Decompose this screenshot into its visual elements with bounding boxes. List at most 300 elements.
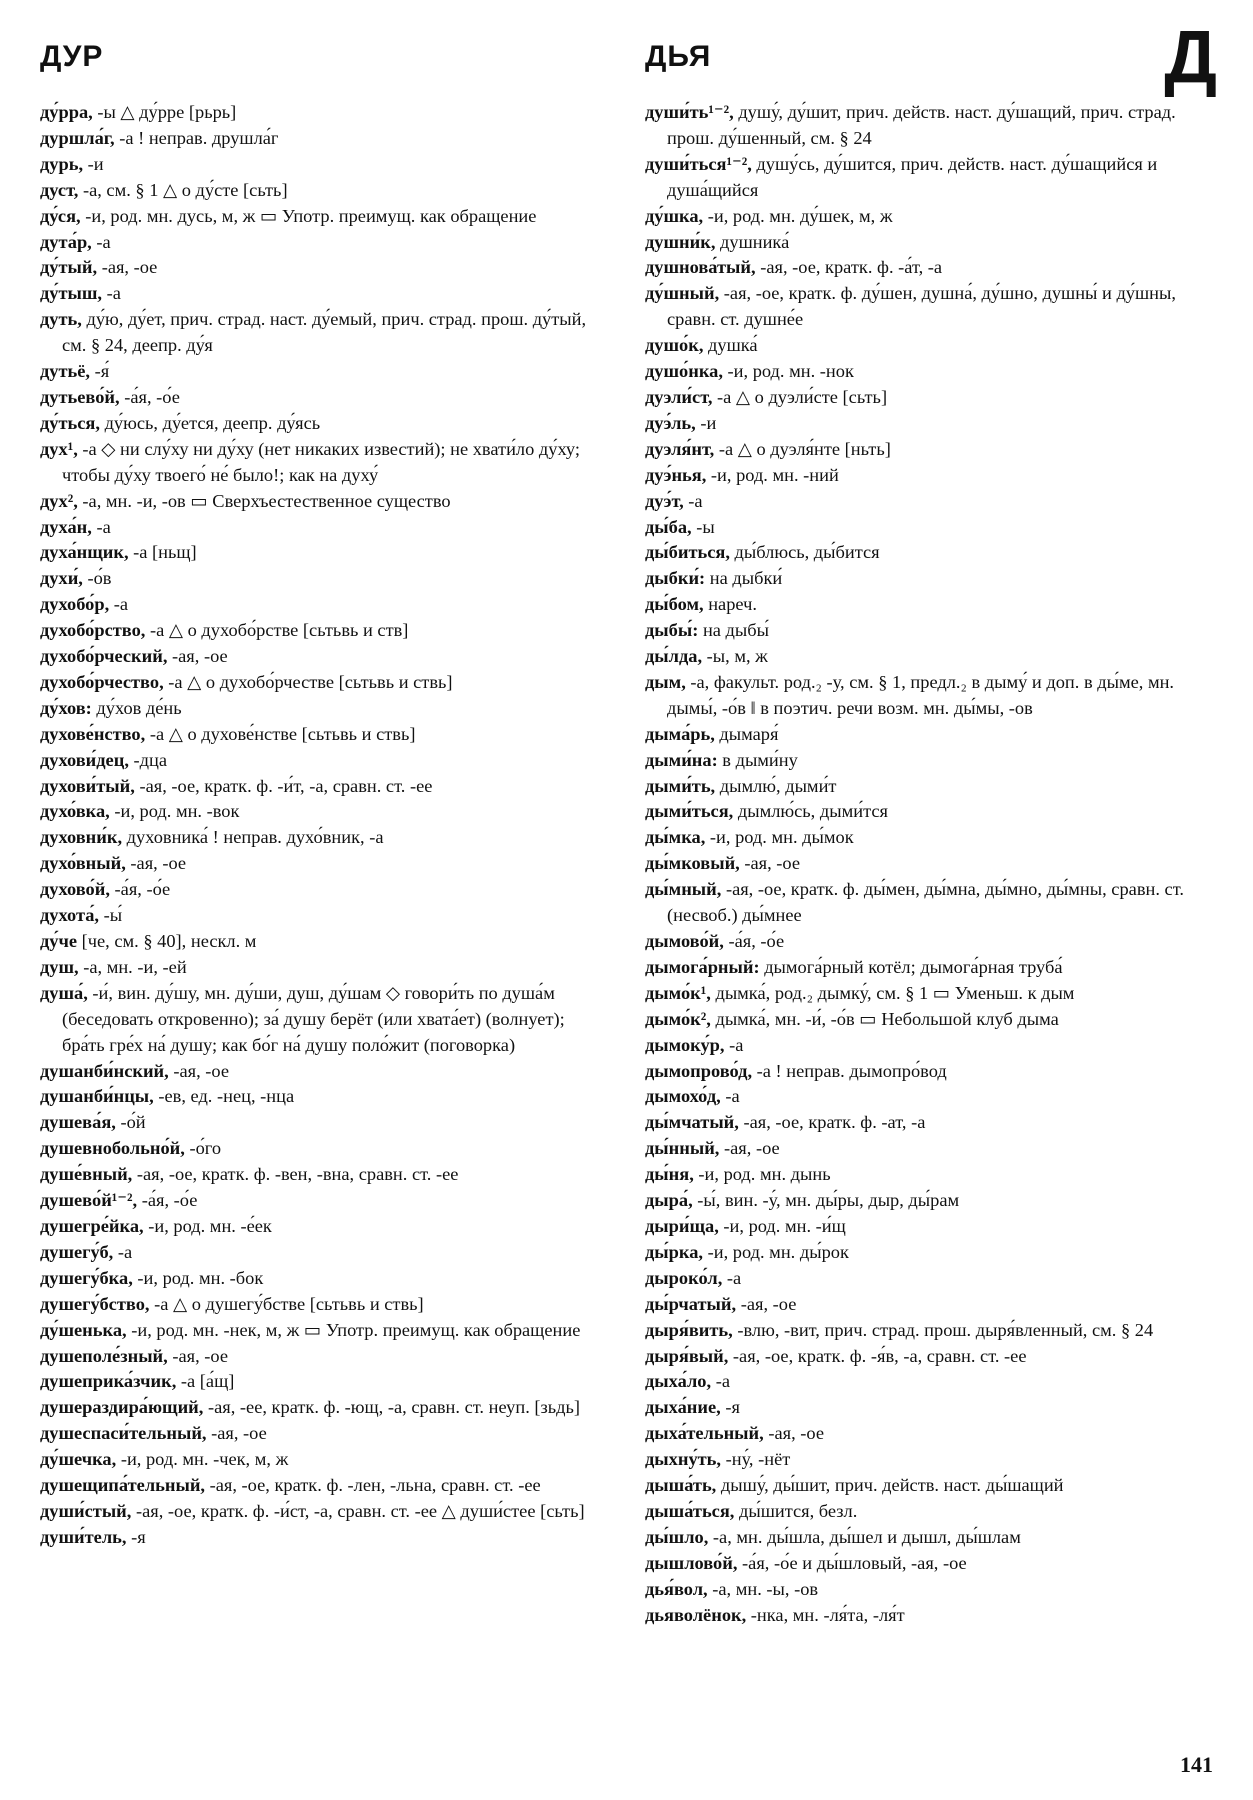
- entry-headword: дыми́на:: [645, 749, 718, 770]
- dictionary-entry: [40, 281, 610, 307]
- dictionary-entry: [40, 1447, 610, 1473]
- entry-headword: дуэ́ль,: [645, 412, 696, 433]
- entry-headword: ду́шный,: [645, 283, 720, 304]
- dictionary-entry: [645, 1266, 1215, 1292]
- entry-body: душка́: [703, 335, 758, 356]
- entry-headword: дуэ́нья,: [645, 464, 707, 485]
- entry-body: ду́хов де́нь: [91, 697, 182, 718]
- dictionary-entry: [40, 1369, 610, 1395]
- entry-body: -ая, -ое: [168, 1060, 230, 1081]
- entry-headword: дым,: [645, 671, 686, 692]
- entry-headword: духобо́рчество,: [40, 671, 164, 692]
- entry-headword: дуть,: [40, 309, 82, 330]
- entry-headword: душо́нка,: [645, 361, 723, 382]
- dictionary-entry: [40, 1084, 610, 1110]
- dictionary-entry: [40, 670, 610, 696]
- entry-headword: душевнобольно́й,: [40, 1138, 185, 1159]
- entry-headword: дуст,: [40, 179, 79, 200]
- entry-body: -а: [113, 1241, 133, 1262]
- entry-headword: душево́й¹⁻²,: [40, 1190, 138, 1211]
- dictionary-entry: [40, 1162, 610, 1188]
- entry-headword: душанби́нский,: [40, 1060, 169, 1081]
- dictionary-entry: [645, 799, 1215, 825]
- entry-body: -и, род. мн. ды́рок: [703, 1241, 849, 1262]
- entry-headword: дымохо́д,: [645, 1086, 721, 1107]
- entry-headword: ды́лда,: [645, 646, 703, 667]
- dictionary-entry: [645, 230, 1215, 256]
- entry-headword: душанби́нцы,: [40, 1086, 154, 1107]
- entry-headword: душегре́йка,: [40, 1215, 144, 1236]
- entry-headword: дыхну́ть,: [645, 1449, 722, 1470]
- entry-body: -ы́: [99, 905, 123, 926]
- entry-body: -и, род. мн. -и́щ: [718, 1215, 846, 1236]
- entry-headword: дутьё,: [40, 361, 91, 382]
- entry-body: -и, род. мн. -нек, м, ж ▭ Употр. преимущ. как обращение: [126, 1319, 581, 1340]
- entry-body: душу́сь, ду́шится, прич. действ. наст. ду́шащийся и душа́щийся: [667, 153, 1158, 200]
- dictionary-entry: [645, 1033, 1215, 1059]
- entry-headword: душе́вный,: [40, 1164, 133, 1185]
- dictionary-entry: [40, 489, 610, 515]
- entry-headword: дья́вол,: [645, 1578, 708, 1599]
- entry-headword: дыми́ть,: [645, 775, 716, 796]
- entry-body: [че, см. § 40], нескл. м: [77, 931, 257, 951]
- running-head-right: ДЬЯ: [645, 40, 712, 73]
- section-letter: Д: [1164, 15, 1217, 98]
- entry-headword: дымо́к¹,: [645, 982, 711, 1003]
- entry-body: -а, мн. ды́шла, ды́шел и дышл, ды́шлам: [708, 1526, 1021, 1547]
- dictionary-entry: [40, 152, 610, 178]
- entry-body: -ая, -ое, кратк. ф. -а́т, -а: [755, 257, 943, 278]
- entry-headword: духа́нщик,: [40, 542, 129, 563]
- dictionary-entry: [40, 1136, 610, 1162]
- entry-body: дымка́, род.₂ дымку́, см. § 1 ▭ Уменьш. к дым: [710, 982, 1075, 1003]
- entry-body: на дыбы́: [698, 620, 769, 641]
- entry-headword: душегу́бка,: [40, 1267, 133, 1288]
- entry-headword: дуэ́т,: [645, 490, 684, 511]
- dictionary-entry: [645, 359, 1215, 385]
- entry-headword: дыма́рь,: [645, 723, 715, 744]
- entry-headword: душнова́тый,: [645, 257, 756, 278]
- entry-headword: ды́ня,: [645, 1164, 694, 1185]
- entry-body: -я: [720, 1397, 740, 1418]
- entry-headword: душеспаси́тельный,: [40, 1423, 207, 1444]
- entry-body: -ая, -ое: [167, 646, 228, 667]
- entry-headword: ды́рчатый,: [645, 1293, 737, 1314]
- entry-body: -а [а́щ]: [176, 1371, 235, 1392]
- entry-headword: душеполе́зный,: [40, 1345, 168, 1366]
- entry-body: -ев, ед. -нец, -нца: [153, 1086, 295, 1107]
- entry-headword: ду́че: [40, 931, 78, 951]
- entry-headword: душещипа́тельный,: [40, 1475, 206, 1496]
- dictionary-entry: [645, 1214, 1215, 1240]
- entry-body: -ая, -ое, кратк. ф. -и́т, -а, сравн. ст. -ее: [134, 775, 433, 796]
- entry-headword: души́ться¹⁻²,: [645, 153, 752, 174]
- entry-body: -а: [711, 1371, 730, 1392]
- entry-headword: душ,: [40, 956, 79, 977]
- dictionary-entry: [40, 1292, 610, 1318]
- entry-body: -и, род. мн. -нок: [722, 361, 854, 382]
- dictionary-entry: [40, 385, 610, 411]
- dictionary-entry: [40, 644, 610, 670]
- dictionary-entry: [645, 463, 1215, 489]
- entry-body: ду́юсь, ду́ется, деепр. ду́ясь: [99, 412, 321, 433]
- dictionary-entry: [645, 955, 1215, 981]
- dictionary-entry: [40, 1214, 610, 1240]
- dictionary-entry: [645, 566, 1215, 592]
- entry-body: в дыми́ну: [717, 749, 798, 770]
- entry-headword: духови́дец,: [40, 749, 129, 770]
- entry-headword: духовни́к,: [40, 827, 123, 848]
- entry-headword: дыря́вый,: [645, 1345, 729, 1366]
- dictionary-entry: [40, 540, 610, 566]
- dictionary-entry: [645, 489, 1215, 515]
- dictionary-entry: [40, 437, 610, 489]
- entry-headword: души́ть¹⁻²,: [645, 102, 734, 122]
- dictionary-entry: [645, 929, 1215, 955]
- dictionary-entry: [40, 100, 610, 126]
- entry-headword: духобо́рческий,: [40, 646, 168, 667]
- entry-headword: ду́рра,: [40, 102, 93, 122]
- dictionary-entry: [40, 774, 610, 800]
- entry-body: -ая, -ое, кратк. ф. -и́ст, -а, сравн. ст. -ее △ души́стее [сьть]: [131, 1500, 585, 1521]
- dictionary-entry: [645, 722, 1215, 748]
- entry-headword: души́тель,: [40, 1526, 127, 1547]
- entry-body: -ая, -ое: [763, 1423, 824, 1444]
- entry-body: -а △ о духове́нстве [сьтьвь и ствь]: [145, 723, 416, 744]
- entry-body: -ая, -ое: [206, 1423, 267, 1444]
- entry-headword: духобо́рство,: [40, 620, 146, 641]
- entry-headword: ды́мный,: [645, 879, 722, 900]
- dictionary-entry: [645, 255, 1215, 281]
- entry-body: -и: [83, 153, 104, 174]
- entry-body: -дца: [128, 749, 168, 770]
- dictionary-entry: [40, 748, 610, 774]
- entry-headword: дышлово́й,: [645, 1552, 738, 1573]
- entry-headword: дуэля́нт,: [645, 438, 715, 459]
- entry-headword: душни́к,: [645, 231, 716, 252]
- entry-body: -а ! неправ. друшла́г: [114, 127, 279, 148]
- entry-body: -и, род. мн. -вок: [109, 801, 240, 822]
- entry-body: -ая, -ое: [739, 853, 801, 874]
- dictionary-entry: [40, 1525, 610, 1551]
- entry-headword: ду́хов:: [40, 697, 92, 718]
- dictionary-entry: [645, 152, 1215, 204]
- entry-body: дымаря́: [714, 723, 779, 744]
- entry-body: дымлю́, дыми́т: [715, 775, 837, 796]
- entry-headword: дыбы́:: [645, 620, 699, 641]
- entry-headword: дымово́й,: [645, 931, 724, 951]
- entry-body: -и, род. мн. ду́шек, м, ж: [703, 205, 893, 226]
- entry-body: дышу́, ды́шит, прич. действ. наст. ды́шащий: [716, 1475, 1064, 1496]
- entry-headword: ды́ба,: [645, 516, 692, 537]
- dictionary-entry: [40, 1110, 610, 1136]
- entry-body: -а ! неправ. дымопро́вод: [752, 1060, 947, 1081]
- entry-headword: ды́мковый,: [645, 853, 740, 874]
- entry-body: -ы, м, ж: [702, 646, 768, 667]
- dictionary-entry: [40, 1395, 610, 1421]
- dictionary-entry: [645, 100, 1215, 152]
- dictionary-entry: [40, 981, 610, 1059]
- entry-headword: духо́вный,: [40, 853, 126, 874]
- dictionary-entry: [645, 644, 1215, 670]
- dictionary-entry: [645, 592, 1215, 618]
- entry-headword: ду́шка,: [645, 205, 704, 226]
- entry-headword: дымопрово́д,: [645, 1060, 753, 1081]
- entry-body: -ая, -ое, кратк. ф. -вен, -вна, сравн. ст. -ее: [132, 1164, 459, 1185]
- entry-body: -а́я, -о́е: [137, 1190, 198, 1211]
- entry-body: -ая, -ое, кратк. ф. ду́шен, душна́, ду́шно, душны́ и ду́шны, сравн. ст. душне́е: [667, 283, 1176, 330]
- entry-headword: духове́нство,: [40, 723, 146, 744]
- dictionary-entry: [645, 437, 1215, 463]
- entry-body: -ы: [691, 516, 715, 537]
- entry-body: -а △ о духобо́рстве [сьтьвь и ств]: [145, 620, 409, 641]
- entry-body: дымога́рный котёл; дымога́рная труба́: [759, 956, 1063, 977]
- entry-body: -я́: [90, 361, 110, 382]
- entry-body: -а, мн. -ы, -ов: [707, 1578, 819, 1599]
- dictionary-entry: [645, 333, 1215, 359]
- dictionary-entry: [645, 1525, 1215, 1551]
- entry-headword: ды́мка,: [645, 827, 706, 848]
- entry-headword: дьяволёнок,: [645, 1604, 747, 1625]
- entry-body: -а, мн. -и, -ей: [78, 956, 187, 977]
- entry-headword: дух¹,: [40, 438, 78, 459]
- dictionary-entry: [40, 1059, 610, 1085]
- entry-body: -и, род. мн. -бок: [132, 1267, 264, 1288]
- entry-body: -ну́, -нёт: [721, 1449, 791, 1470]
- entry-body: ды́блюсь, ды́бится: [729, 542, 880, 563]
- dictionary-entry: [645, 618, 1215, 644]
- dictionary-entry: [645, 204, 1215, 230]
- entry-body: -а́я, -о́е: [723, 931, 785, 951]
- dictionary-entry: [40, 696, 610, 722]
- entry-headword: дымога́рный:: [645, 956, 760, 977]
- dictionary-entry: [40, 851, 610, 877]
- entry-body: -ы △ ду́рре [рьрь]: [92, 102, 237, 122]
- entry-headword: душегу́б,: [40, 1241, 114, 1262]
- dictionary-entry: [40, 877, 610, 903]
- dictionary-entry: [645, 748, 1215, 774]
- entry-body: -а △ о духобо́рчестве [сьтьвь и ствь]: [163, 671, 453, 692]
- dictionary-entry: [645, 1447, 1215, 1473]
- entry-headword: духобо́р,: [40, 594, 110, 615]
- entry-headword: дыри́ща,: [645, 1215, 719, 1236]
- dictionary-entry: [645, 1369, 1215, 1395]
- dictionary-entry: [40, 566, 610, 592]
- entry-headword: духа́н,: [40, 516, 92, 537]
- entry-headword: дыха́ло,: [645, 1371, 712, 1392]
- dictionary-entry: [40, 515, 610, 541]
- entry-headword: ды́шло,: [645, 1526, 709, 1547]
- dictionary-entry: [645, 411, 1215, 437]
- entry-headword: дыми́ться,: [645, 801, 734, 822]
- entry-headword: душо́к,: [645, 335, 704, 356]
- dictionary-entry: [645, 1007, 1215, 1033]
- entry-headword: души́стый,: [40, 1500, 132, 1521]
- entry-body: -а: [720, 1086, 740, 1107]
- dictionary-entry: [645, 1136, 1215, 1162]
- entry-body: -и́, вин. ду́шу, мн. ду́ши, душ, ду́шам ◇ говори́ть по душа́м (беседовать откровенно); за́ душу берёт (или хвата́ет) (волнует); бра́ть гре́х на́ душу; как бо́г на́ душу поло́жит (поговорка): [62, 982, 565, 1055]
- entry-headword: духо́вка,: [40, 801, 110, 822]
- entry-headword: душа́,: [40, 982, 88, 1003]
- right-column: [645, 100, 1215, 1628]
- dictionary-entry: [40, 178, 610, 204]
- entry-headword: дымо́к²,: [645, 1008, 711, 1029]
- entry-body: -ы́, вин. -у́, мн. ды́ры, дыр, ды́рам: [692, 1190, 960, 1211]
- entry-headword: ды́бом,: [645, 594, 704, 615]
- dictionary-entry: [645, 1059, 1215, 1085]
- dictionary-entry: [40, 1266, 610, 1292]
- entry-headword: ду́шечка,: [40, 1449, 117, 1470]
- entry-headword: ду́шенька,: [40, 1319, 127, 1340]
- page-number: 141: [1180, 1752, 1213, 1777]
- entry-body: -ая, -ое: [719, 1138, 780, 1159]
- entry-body: -и, род. мн. -ний: [706, 464, 839, 485]
- entry-body: -а △ о дуэли́сте [сьть]: [712, 386, 888, 407]
- dictionary-entry: [40, 1318, 610, 1344]
- entry-headword: дыра́,: [645, 1190, 693, 1211]
- entry-body: -а: [91, 516, 111, 537]
- dictionary-entry: [40, 230, 610, 256]
- dictionary-entry: [40, 411, 610, 437]
- entry-headword: дыха́ние,: [645, 1397, 721, 1418]
- entry-body: -а △ о дуэля́нте [ньть]: [714, 438, 891, 459]
- entry-body: -ая, -ее, кратк. ф. -ющ, -а, сравн. ст. неуп. [зьдь]: [203, 1397, 581, 1418]
- dictionary-entry: [645, 385, 1215, 411]
- entry-body: духовника́ ! неправ. духо́вник, -а: [122, 827, 384, 848]
- entry-body: -и, род. мн. -е́ек: [143, 1215, 272, 1236]
- entry-headword: дыбки́:: [645, 568, 706, 589]
- entry-headword: ды́рка,: [645, 1241, 704, 1262]
- entry-headword: душева́я,: [40, 1112, 116, 1133]
- dictionary-entry: [40, 1344, 610, 1370]
- entry-body: -о́го: [184, 1138, 222, 1159]
- dictionary-entry: [645, 515, 1215, 541]
- entry-body: -и, род. мн. дусь, м, ж ▭ Употр. преимущ. как обращение: [80, 205, 537, 226]
- dictionary-entry: [40, 307, 610, 359]
- entry-headword: духово́й,: [40, 879, 110, 900]
- entry-body: -а́я, -о́е и ды́шловый, -ая, -ое: [737, 1552, 967, 1573]
- entry-headword: ду́тыш,: [40, 283, 103, 304]
- dictionary-entry: [645, 1473, 1215, 1499]
- entry-headword: ду́ться,: [40, 412, 100, 433]
- entry-body: -и, род. мн. ды́мок: [705, 827, 854, 848]
- entry-headword: дуэли́ст,: [645, 386, 713, 407]
- entry-body: -а: [109, 594, 129, 615]
- entry-headword: ду́тый,: [40, 257, 98, 278]
- dictionary-entry: [40, 126, 610, 152]
- entry-headword: духови́тый,: [40, 775, 135, 796]
- entry-headword: душераздира́ющий,: [40, 1397, 204, 1418]
- entry-body: -а: [102, 283, 121, 304]
- entry-body: -а ◇ ни слу́ху ни ду́ху (нет никаких известий); не хвати́ло ду́ху; чтобы ду́ху твоего́ не́ было!; как на духу́: [62, 438, 580, 485]
- entry-body: нареч.: [703, 594, 757, 615]
- dictionary-entry: [645, 1499, 1215, 1525]
- entry-body: -ая, -ое, кратк. ф. -лен, -льна, сравн. ст. -ее: [205, 1475, 541, 1496]
- entry-headword: духота́,: [40, 905, 99, 926]
- dictionary-entry: [40, 1421, 610, 1447]
- entry-body: -а: [91, 231, 111, 252]
- entry-body: ду́ю, ду́ет, прич. страд. наст. ду́емый, прич. страд. прош. ду́тый, см. § 24, деепр. ду́я: [62, 309, 587, 356]
- dictionary-entry: [645, 540, 1215, 566]
- entry-headword: ду́ся,: [40, 205, 81, 226]
- entry-headword: дута́р,: [40, 231, 92, 252]
- entry-body: душу́, ду́шит, прич. действ. наст. ду́шащий, прич. страд. прош. ду́шенный, см. § 24: [667, 102, 1176, 148]
- entry-body: -а, факульт. род.₂ -у, см. § 1, предл.₂ в дыму́ и доп. в ды́ме, мн. дымы́, -о́в ‖ в поэтич. речи возм. мн. ды́мы, -ов: [667, 671, 1175, 718]
- dictionary-entry: [645, 1344, 1215, 1370]
- entry-body: -а: [722, 1267, 742, 1288]
- entry-body: -а: [724, 1034, 744, 1055]
- dictionary-entry: [40, 825, 610, 851]
- dictionary-entry: [645, 774, 1215, 800]
- entry-body: -ая, -ое: [736, 1293, 797, 1314]
- dictionary-entry: [40, 255, 610, 281]
- entry-body: -ая, -ое: [167, 1345, 229, 1366]
- running-head-left: ДУР: [40, 40, 104, 73]
- dictionary-entry: [645, 1110, 1215, 1136]
- dictionary-entry: [40, 592, 610, 618]
- entry-body: -а: [683, 490, 703, 511]
- entry-body: -а, мн. -и, -ов ▭ Сверхъестественное существо: [77, 490, 451, 511]
- entry-body: -а, см. § 1 △ о ду́сте [сьть]: [78, 179, 288, 200]
- entry-headword: дыша́ть,: [645, 1475, 717, 1496]
- dictionary-entry: [645, 281, 1215, 333]
- dictionary-entry: [645, 1292, 1215, 1318]
- dictionary-entry: [40, 618, 610, 644]
- dictionary-entry: [645, 1318, 1215, 1344]
- dictionary-entry: [645, 1421, 1215, 1447]
- dictionary-entry: [645, 1240, 1215, 1266]
- dictionary-entry: [40, 1473, 610, 1499]
- dictionary-entry: [645, 851, 1215, 877]
- entry-headword: дух²,: [40, 490, 78, 511]
- dictionary-entry: [40, 955, 610, 981]
- entry-body: -ая, -ое: [125, 853, 187, 874]
- entry-body: -а́я, -о́е: [109, 879, 171, 900]
- dictionary-entry: [645, 1551, 1215, 1577]
- entry-headword: дутьево́й,: [40, 386, 120, 407]
- entry-headword: ды́нный,: [645, 1138, 720, 1159]
- dictionary-entry: [40, 903, 610, 929]
- entry-body: душника́: [715, 231, 790, 252]
- entry-body: -ая, -ое, кратк. ф. ды́мен, ды́мна, ды́мно, ды́мны, сравн. ст. (несвоб.) ды́мнее: [667, 879, 1184, 926]
- left-column: [40, 100, 610, 1551]
- dictionary-entry: [40, 359, 610, 385]
- dictionary-entry: [40, 1499, 610, 1525]
- dictionary-entry: [645, 1395, 1215, 1421]
- dictionary-entry: [645, 1603, 1215, 1629]
- entry-headword: дуршла́г,: [40, 127, 115, 148]
- dictionary-entry: [40, 722, 610, 748]
- entry-body: -ая, -ое: [97, 257, 158, 278]
- entry-headword: дыря́вить,: [645, 1319, 733, 1340]
- entry-headword: душегу́бство,: [40, 1293, 150, 1314]
- entry-body: -а́я, -о́е: [119, 386, 180, 407]
- entry-body: -а △ о душегу́бстве [сьтьвь и ствь]: [149, 1293, 424, 1314]
- dictionary-entry: [645, 825, 1215, 851]
- entry-body: -ая, -ое, кратк. ф. -ат, -а: [738, 1112, 926, 1133]
- entry-headword: духи́,: [40, 568, 83, 589]
- dictionary-entry: [645, 1577, 1215, 1603]
- entry-body: дымлю́сь, дыми́тся: [733, 801, 888, 822]
- entry-body: -о́в: [82, 568, 112, 589]
- dictionary-entry: [40, 1240, 610, 1266]
- entry-headword: дыроко́л,: [645, 1267, 723, 1288]
- entry-headword: душеприка́зчик,: [40, 1371, 177, 1392]
- entry-body: -и, род. мн. -чек, м, ж: [116, 1449, 289, 1470]
- dictionary-entry: [645, 1162, 1215, 1188]
- entry-headword: дыха́тельный,: [645, 1423, 764, 1444]
- entry-body: -и, род. мн. дынь: [693, 1164, 831, 1185]
